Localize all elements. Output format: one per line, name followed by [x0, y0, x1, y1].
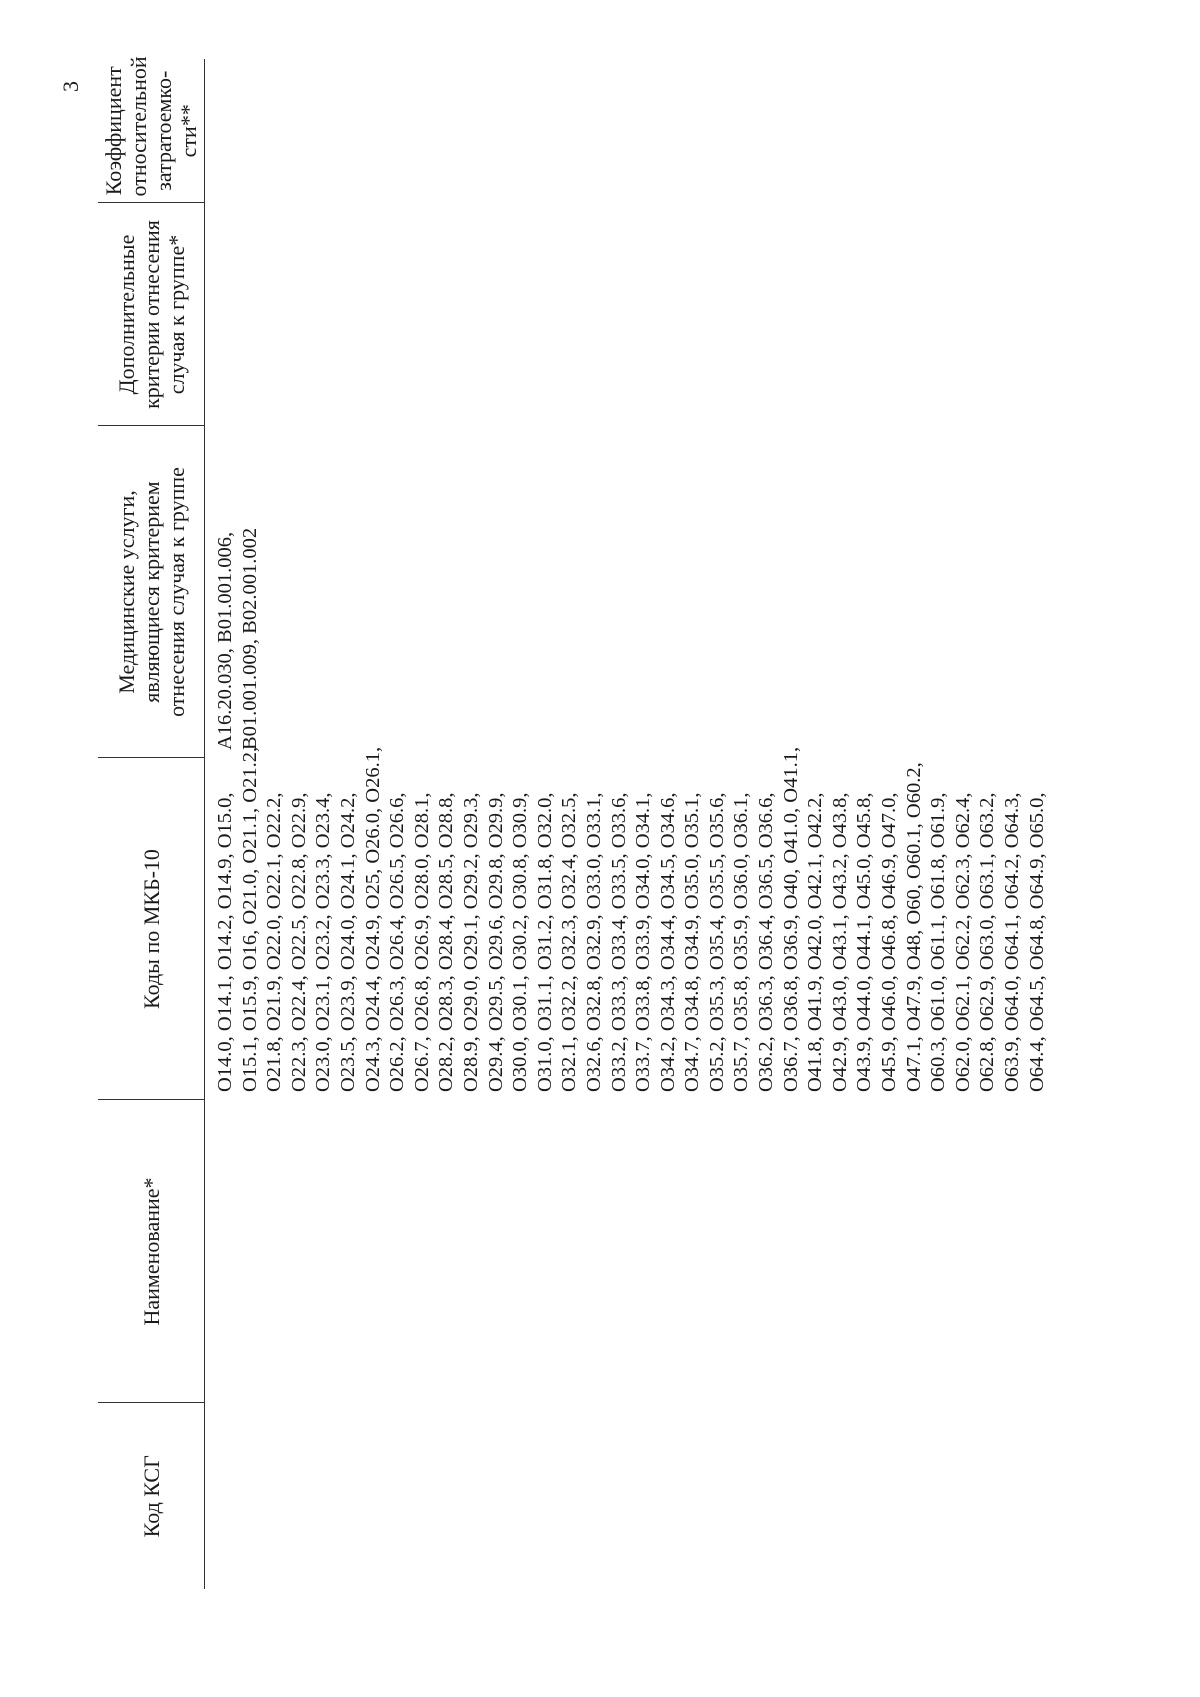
cell-mkb-codes — [205, 746, 1050, 1100]
mkb-code-line: O14.0, O14.1, O14.2, O14.9, O15.0, — [214, 792, 236, 1092]
header-additional-criteria: Дополнительные критерии отнесения случая к группе* — [98, 203, 205, 426]
header-coefficient: Коэффициент относительной затратоемко-сти** — [98, 59, 205, 203]
header-name: Наименование* — [98, 1100, 205, 1403]
mkb-code-line: O29.4, O29.5, O29.6, O29.8, O29.9, — [484, 792, 507, 1092]
mkb-code-line: O32.1, O32.2, O32.3, O32.4, O32.5, — [558, 792, 581, 1092]
mkb-code-line: O62.8, O62.9, O63.0, O63.1, O63.2, — [976, 792, 999, 1092]
mkb-code-line: O33.7, O33.8, O33.9, O34.0, O34.1, — [632, 792, 655, 1092]
mkb-code-line: O32.6, O32.8, O32.9, O33.0, O33.1, — [582, 792, 605, 1092]
header-mkb-codes: Коды по МКБ-10 — [98, 758, 205, 1100]
cell-coefficient — [205, 59, 1050, 203]
mkb-code-line: O33.2, O33.3, O33.4, O33.5, O33.6, — [607, 792, 630, 1092]
header-ksg-code: Код КСГ — [98, 1403, 205, 1589]
cell-additional-criteria — [205, 203, 1050, 426]
cell-ksg-code — [205, 1403, 1050, 1589]
service-code-line: A16.20.030, B01.001.006, — [214, 531, 236, 750]
mkb-code-line: O23.5, O23.9, O24.0, O24.1, O24.2, — [336, 792, 359, 1092]
mkb-code-line: O28.9, O29.0, O29.1, O29.2, O29.3, — [459, 792, 482, 1092]
mkb-code-line: O41.8, O41.9, O42.0, O42.1, O42.2, — [804, 792, 827, 1092]
mkb-code-line: O62.0, O62.1, O62.2, O62.3, O62.4, — [951, 792, 974, 1092]
mkb-code-line: O31.0, O31.1, O31.2, O31.8, O32.0, — [533, 792, 556, 1092]
mkb-code-line: O34.7, O34.8, O34.9, O35.0, O35.1, — [681, 792, 704, 1092]
mkb-code-line: O24.3, O24.4, O24.9, O25, O26.0, O26.1, — [361, 746, 384, 1092]
mkb-code-line: O63.9, O64.0, O64.1, O64.2, O64.3, — [1001, 792, 1023, 1092]
mkb-code-line: O64.4, O64.5, O64.8, O64.9, O65.0, — [1025, 792, 1048, 1092]
cell-name — [205, 1100, 1050, 1403]
cell-services — [205, 426, 1050, 758]
table-header-row — [98, 59, 205, 1589]
service-code-line: B01.001.009, B02.001.002 — [238, 527, 261, 750]
mkb-code-line: O42.9, O43.0, O43.1, O43.2, O43.8, — [828, 792, 851, 1092]
mkb-code-line: O28.2, O28.3, O28.4, O28.5, O28.8, — [435, 792, 458, 1092]
page-number: 3 — [58, 81, 83, 92]
table-row — [205, 59, 1050, 1589]
mkb-code-line: O43.9, O44.0, O44.1, O45.0, O45.8, — [853, 792, 876, 1092]
mkb-code-line: O35.2, O35.3, O35.4, O35.5, O35.6, — [705, 792, 728, 1092]
mkb-code-line: O35.7, O35.8, O35.9, O36.0, O36.1, — [730, 792, 753, 1092]
mkb-code-line: O15.1, O15.9, O16, O21.0, O21.1, O21.2, — [238, 746, 261, 1092]
mkb-code-line: O36.7, O36.8, O36.9, O40, O41.0, O41.1, — [779, 746, 802, 1092]
mkb-code-line: O22.3, O22.4, O22.5, O22.8, O22.9, — [287, 792, 310, 1092]
mkb-code-line: O30.0, O30.1, O30.2, O30.8, O30.9, — [509, 792, 532, 1092]
mkb-code-line: O36.2, O36.3, O36.4, O36.5, O36.6, — [755, 792, 778, 1092]
mkb-code-line: O47.1, O47.9, O48, O60, O60.1, O60.2, — [902, 762, 925, 1092]
ksg-table — [98, 56, 1049, 1589]
mkb-code-line: O21.8, O21.9, O22.0, O22.1, O22.2, — [263, 792, 286, 1092]
mkb-code-line: O26.7, O26.8, O26.9, O28.0, O28.1, — [410, 792, 433, 1092]
mkb-code-line: O23.0, O23.1, O23.2, O23.3, O23.4, — [312, 792, 335, 1092]
mkb-code-line: O26.2, O26.3, O26.4, O26.5, O26.6, — [386, 792, 409, 1092]
header-services: Медицинские услуги, являющиеся критерием отнесения случая к группе — [98, 426, 205, 758]
mkb-code-line: O60.3, O61.0, O61.1, O61.8, O61.9, — [927, 792, 950, 1092]
mkb-code-line: O45.9, O46.0, O46.8, O46.9, O47.0, — [878, 792, 901, 1092]
mkb-code-line: O34.2, O34.3, O34.4, O34.5, O34.6, — [656, 792, 679, 1092]
